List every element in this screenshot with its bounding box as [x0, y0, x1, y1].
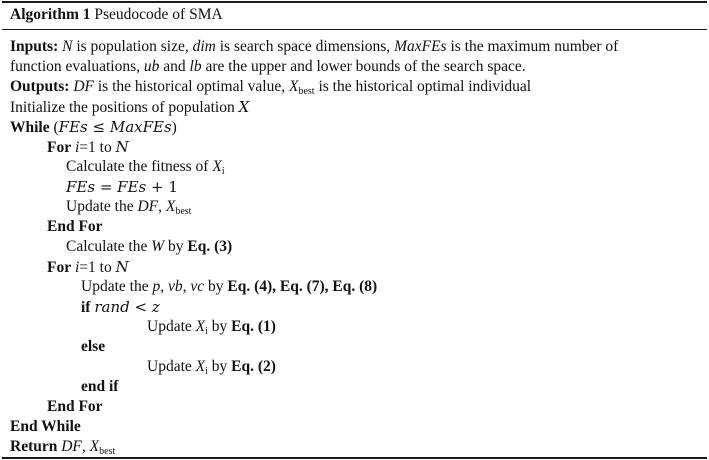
text-run: N	[115, 138, 129, 156]
text-run: is population size,	[72, 38, 193, 55]
text-run: )	[171, 119, 177, 136]
text-run: ,	[160, 278, 168, 295]
text-run: ,	[81, 438, 90, 455]
text-run: i	[221, 166, 225, 177]
text-run: is search space dimensions,	[215, 38, 395, 55]
text-run: X	[195, 318, 206, 335]
text-run: MaxFEs	[394, 38, 447, 55]
text-run: FEs	[66, 178, 96, 196]
text-run: dim	[192, 38, 216, 55]
text-run: vb	[167, 278, 183, 295]
pseudocode-line	[47, 397, 709, 417]
text-run: Update	[147, 318, 196, 335]
text-run: End While	[10, 418, 81, 435]
pseudocode-line	[10, 417, 709, 437]
pseudocode-line	[81, 277, 709, 297]
text-run: Eq. (4), Eq. (7), Eq. (8)	[227, 278, 378, 295]
pseudocode-line	[10, 97, 709, 118]
algorithm-title	[10, 5, 709, 25]
text-run: W	[151, 238, 165, 255]
pseudocode-line	[47, 137, 709, 158]
pseudocode-line	[66, 237, 709, 257]
pseudocode-line	[81, 337, 709, 357]
pseudocode-line	[47, 217, 709, 237]
pseudocode-line	[66, 157, 709, 177]
text-run: function evaluations,	[10, 58, 144, 75]
text-run: N	[62, 38, 73, 55]
text-run: i	[74, 139, 80, 156]
text-run: end if	[81, 378, 119, 395]
pseudocode-line	[66, 177, 709, 198]
text-run: Update the	[66, 198, 138, 215]
text-run: + 1	[146, 178, 178, 196]
text-run: i	[205, 366, 208, 377]
text-run: Calculate the	[66, 238, 152, 255]
algorithm-caption: Pseudocode of SMA	[94, 6, 223, 23]
pseudocode-line	[47, 257, 709, 278]
text-run: X	[165, 198, 176, 215]
text-run: N	[115, 258, 129, 276]
text-run: best	[298, 86, 315, 97]
text-run: Update	[147, 358, 196, 375]
text-run: p	[152, 278, 161, 295]
text-run: Eq. (2)	[231, 358, 276, 375]
inputs-line-1	[10, 37, 709, 57]
text-run: are the upper and lower bounds of the search space.	[201, 58, 526, 75]
text-run: MaxFEs	[109, 118, 172, 136]
text-run: For	[47, 259, 72, 276]
text-run: X	[238, 98, 250, 116]
pseudocode-line	[81, 377, 709, 397]
text-run: vc	[190, 278, 205, 295]
text-run: i	[74, 259, 80, 276]
algorithm-label: Algorithm 1	[10, 6, 91, 23]
text-run: =1 to	[79, 259, 116, 276]
pseudocode-line	[147, 357, 709, 377]
text-run: if	[81, 299, 91, 316]
text-run: X	[288, 78, 299, 95]
text-run: z	[151, 298, 160, 316]
text-run: ub	[143, 58, 160, 75]
text-run: is the historical optimal value,	[93, 78, 289, 95]
text-run: by	[207, 358, 232, 375]
text-run: else	[81, 338, 106, 355]
top-rule	[2, 1, 707, 3]
text-run: While	[10, 119, 50, 136]
text-run: (	[49, 119, 59, 136]
text-run: best	[175, 206, 192, 217]
title-rule	[2, 29, 707, 30]
text-run: ≤	[87, 118, 110, 136]
inputs-line-2	[10, 57, 709, 77]
text-run: is the historical optimal individual	[314, 78, 532, 95]
text-run: X	[89, 438, 100, 455]
text-run: Return	[10, 438, 58, 455]
text-run: ,	[158, 198, 166, 215]
text-run: by	[164, 238, 188, 255]
pseudocode-line	[147, 317, 709, 337]
text-run: i	[205, 326, 208, 337]
pseudocode-line	[10, 437, 709, 457]
text-run: FEs	[117, 178, 147, 196]
text-run: DF	[61, 438, 82, 455]
inputs-label: Inputs:	[10, 38, 59, 55]
text-run: and	[159, 58, 190, 75]
text-run: X	[195, 358, 206, 375]
text-run: Calculate the fitness of	[66, 158, 213, 175]
text-run: lb	[189, 58, 202, 75]
bottom-rule	[2, 457, 707, 459]
text-run: FEs	[58, 118, 88, 136]
text-run: X	[212, 158, 222, 175]
text-run: Update the	[81, 278, 153, 295]
text-run: DF	[73, 78, 94, 95]
text-run: Initialize the positions of population	[10, 99, 239, 116]
text-run: DF	[137, 198, 159, 215]
text-run: is the maximum number of	[446, 38, 619, 55]
text-run: Eq. (3)	[187, 238, 233, 255]
pseudocode-line	[81, 297, 709, 318]
text-run: =1 to	[79, 139, 116, 156]
text-run: best	[99, 446, 116, 457]
text-run: End For	[47, 398, 103, 415]
text-run: Eq. (1)	[231, 318, 276, 335]
pseudocode-line	[10, 117, 709, 138]
outputs-line	[10, 77, 709, 97]
text-run: =	[95, 178, 118, 196]
text-run: <	[129, 298, 152, 316]
pseudocode-line	[66, 197, 709, 217]
text-run: ,	[182, 278, 191, 295]
text-run: by	[207, 318, 232, 335]
text-run: For	[47, 139, 72, 156]
text-run: End For	[47, 218, 103, 235]
text-run: by	[204, 278, 228, 295]
outputs-label: Outputs:	[10, 78, 70, 95]
text-run: rand	[94, 298, 130, 316]
